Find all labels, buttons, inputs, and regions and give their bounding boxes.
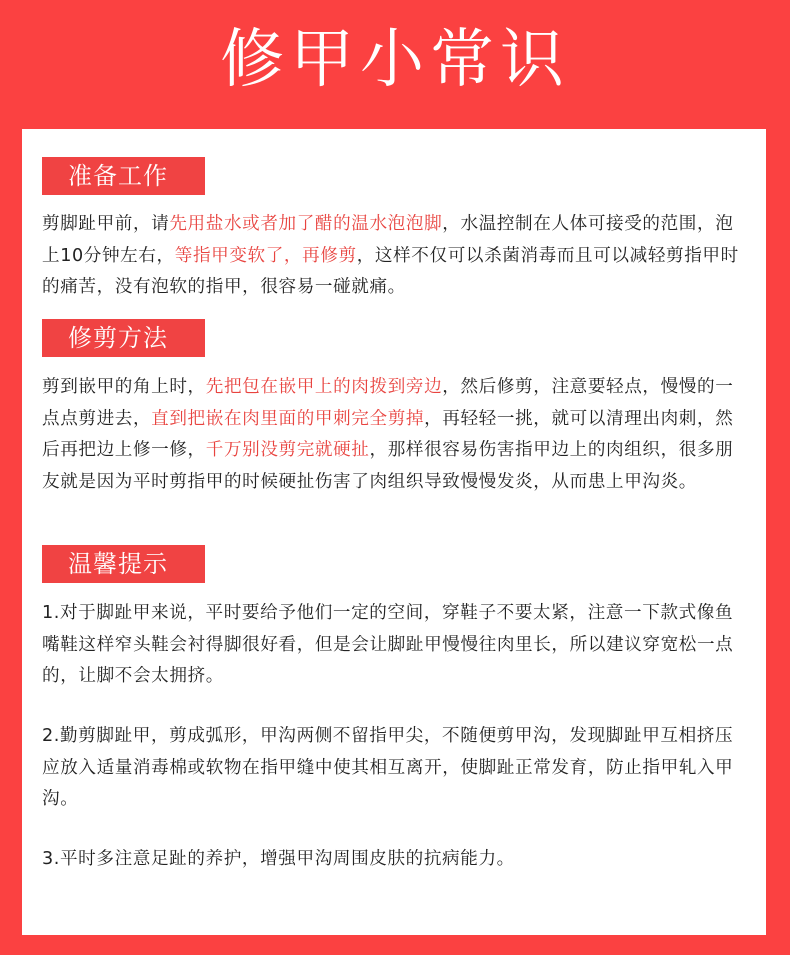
highlight-text: 先把包在嵌甲上的肉拨到旁边: [205, 377, 443, 397]
text-segment: ，再轻轻一挑，就可以清理出肉刺，然后再把边上修一修，: [42, 408, 734, 460]
section-heading-tips: 温馨提示: [42, 545, 205, 583]
tip-item: 3.平时多注意足趾的养护，增强甲沟周围皮肤的抗病能力。: [42, 849, 515, 869]
text-segment: ，水温控制在人体可接受的范围，泡上10分钟左右，: [42, 214, 734, 266]
content-card: [22, 129, 766, 935]
text-segment: 剪脚趾甲前，请: [42, 214, 170, 234]
section-heading-trimming: 修剪方法: [42, 319, 205, 357]
tip-item: 2.勤剪脚趾甲，剪成弧形，甲沟两侧不留指甲尖，不随便剪甲沟，发现脚趾甲互相挤压应放入适量消毒棉或软物在指甲缝中使其相互离开，使脚趾正常发育，防止指甲轧入甲沟。: [42, 726, 734, 809]
page-title: 修甲小常识: [220, 23, 570, 97]
preparation-paragraph: [42, 209, 750, 304]
highlight-text: 等指甲变软了，再修剪: [174, 245, 357, 266]
trimming-paragraph: [42, 372, 750, 498]
text-segment: ，那样很容易伤害指甲边上的肉组织，很多朋友就是因为平时剪指甲的时候硬扯伤害了肉组织导致慢慢发炎，从而患上甲沟炎。: [42, 440, 734, 492]
tip-item: 1.对于脚趾甲来说，平时要给予他们一定的空间，穿鞋子不要太紧，注意一下款式像鱼嘴鞋这样窄头鞋会衬得脚很好看，但是会让脚趾甲慢慢往肉里长，所以建议穿宽松一点的，让脚不会太拥挤。: [42, 603, 734, 686]
highlight-text: 直到把嵌在肉里面的甲刺完全剪掉: [151, 408, 425, 429]
section-heading-preparation: 准备工作: [42, 157, 205, 195]
highlight-text: 先用盐水或者加了醋的温水泡泡脚: [169, 214, 443, 234]
highlight-text: 千万别没剪完就硬扯: [205, 440, 370, 460]
text-segment: 剪到嵌甲的角上时，: [42, 377, 206, 397]
text-segment: ，然后修剪，注意要轻点，慢慢的一点点剪进去，: [42, 377, 734, 429]
text-segment: ，这样不仅可以杀菌消毒而且可以减轻剪指甲时的痛苦，没有泡软的指甲，很容易一碰就痛。: [42, 245, 739, 297]
